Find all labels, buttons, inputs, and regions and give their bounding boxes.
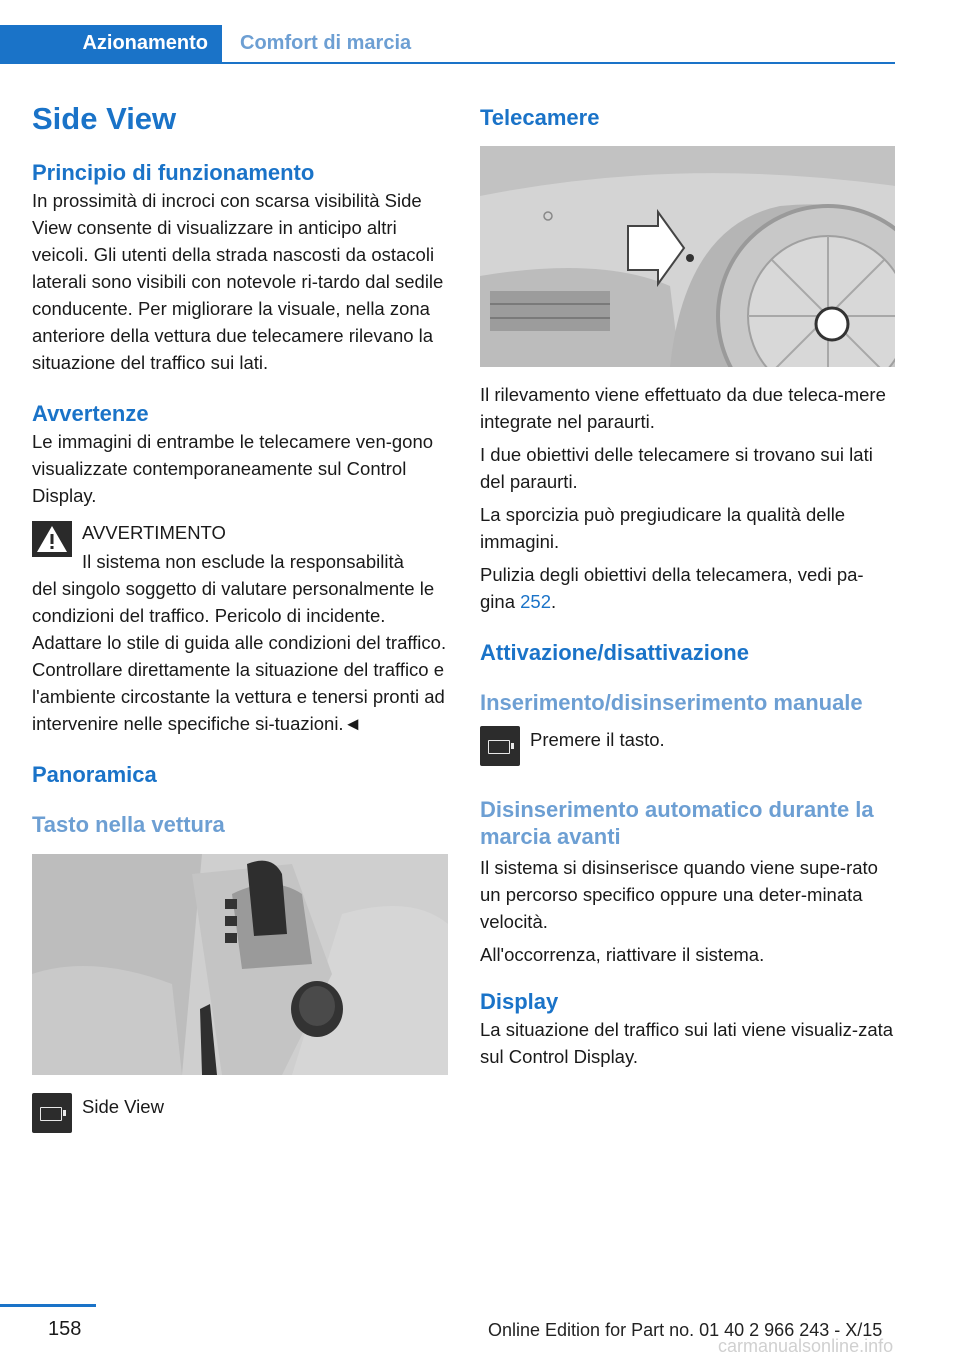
bumper-camera-photo bbox=[480, 146, 895, 367]
cockpit-photo bbox=[32, 854, 448, 1075]
manual-heading: Inserimento/disinserimento manuale bbox=[480, 690, 863, 715]
side-view-button-icon[interactable] bbox=[32, 1093, 72, 1133]
page-title: Side View bbox=[32, 101, 177, 136]
notes-heading: Avvertenze bbox=[32, 401, 149, 426]
auto-off-paragraph-2: All'occorrenza, riattivare il sistema. bbox=[480, 944, 765, 965]
footer-rule bbox=[0, 1304, 96, 1307]
page-number: 158 bbox=[48, 1318, 82, 1340]
side-view-button-row bbox=[32, 1093, 448, 1137]
side-view-button-label: Side View bbox=[82, 1096, 164, 1117]
auto-off-heading: Disinserimento automatico durante la marcia avanti bbox=[480, 797, 874, 849]
manual-text: Premere il tasto. bbox=[530, 729, 665, 750]
auto-off-paragraph-1: Il sistema si disinserisce quando viene supe-rato un percorso specifico oppure una deter-minata velocità. bbox=[480, 857, 878, 932]
principle-text: In prossimità di incroci con scarsa visibilità Side View consente di visualizzare in anticipo altri veicoli. Gli utenti della strada nascosti da ostacoli laterali sono visibili con notevole ri-tardo dal sedile conducente. Per migliorare la visuale, nella zona anteriore della vettura due telecamere rilevano la situazione del traffico sui lati. bbox=[32, 190, 444, 373]
tab-azionamento[interactable]: Azionamento bbox=[0, 25, 222, 62]
warning-text-first: Il sistema non esclude la responsabilità bbox=[82, 551, 404, 572]
cameras-paragraph-1: Il rilevamento viene effettuato da due teleca-mere integrate nel paraurti. bbox=[480, 384, 886, 432]
page-link-252[interactable]: 252 bbox=[520, 591, 551, 612]
notes-text: Le immagini di entrambe le telecamere ven-gono visualizzate contemporaneamente sul Control Display. bbox=[32, 431, 434, 506]
watermark: carmanualsonline.info bbox=[718, 1336, 894, 1356]
display-heading: Display bbox=[480, 989, 559, 1014]
warning-text: del singolo soggetto di valutare personalmente le condizioni del traffico. Pericolo di incidente. Adattare lo stile di guida alle condizioni del traffico. Controllare direttamente la situazione del traffico e l'ambiente circostante la vettura e tenersi pronti ad intervenire nelle specifiche si-tuazioni.◄ bbox=[32, 578, 447, 734]
left-column bbox=[32, 100, 448, 1137]
overview-heading: Panoramica bbox=[32, 762, 157, 787]
cameras-paragraph-3: La sporcizia può pregiudicare la qualità delle immagini. bbox=[480, 504, 846, 552]
warning-block bbox=[32, 519, 448, 737]
edition-note: Online Edition for Part no. 01 40 2 966 243 - X/15 bbox=[488, 1320, 883, 1340]
warning-title: AVVERTIMENTO bbox=[82, 522, 226, 543]
warning-triangle-icon bbox=[32, 521, 72, 557]
tab-comfort-di-marcia[interactable]: Comfort di marcia bbox=[240, 32, 412, 54]
principle-heading: Principio di funzionamento bbox=[32, 160, 315, 185]
manual-button-row bbox=[480, 726, 895, 770]
cameras-heading: Telecamere bbox=[480, 105, 600, 130]
cameras-paragraph-4: Pulizia degli obiettivi della telecamera, vedi pa-gina 252. bbox=[480, 564, 864, 612]
button-heading: Tasto nella vettura bbox=[32, 812, 225, 837]
activation-heading: Attivazione/disattivazione bbox=[480, 640, 749, 665]
right-column bbox=[480, 100, 895, 1070]
cameras-paragraph-2: I due obiettivi delle telecamere si trovano sui lati del paraurti. bbox=[480, 444, 873, 492]
side-view-button-icon[interactable] bbox=[480, 726, 520, 766]
display-text: La situazione del traffico sui lati viene visualiz-zata sul Control Display. bbox=[480, 1019, 894, 1067]
chapter-header bbox=[0, 25, 895, 64]
